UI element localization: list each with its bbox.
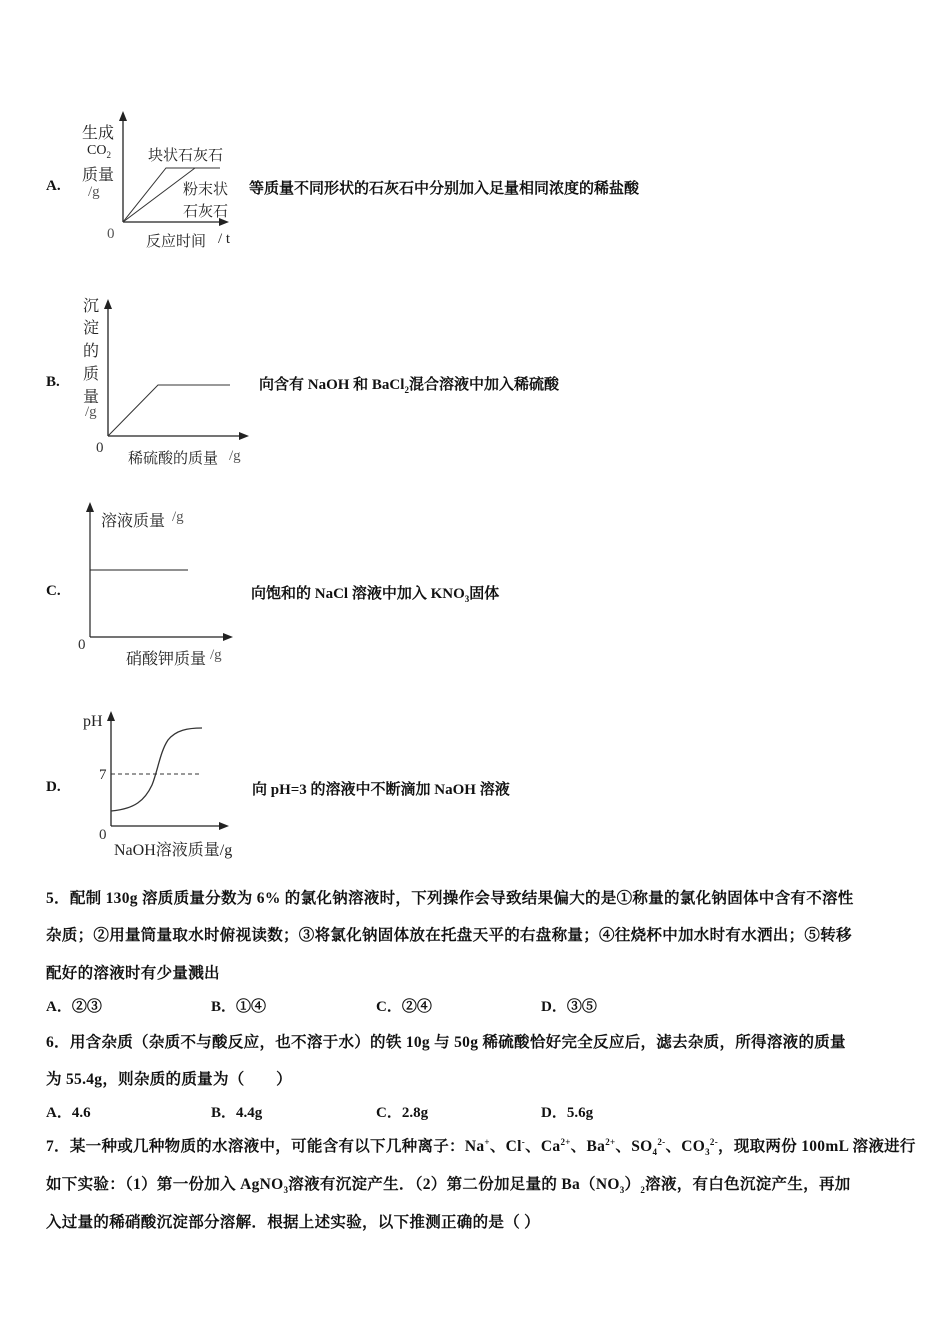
q6-option-c[interactable]: C．2.8g	[376, 1105, 429, 1121]
chart-d-origin: 0	[99, 827, 107, 843]
option-d-statement: 向 pH=3 的溶液中不断滴加 NaOH 溶液	[252, 782, 510, 798]
q6-line-2: 为 55.4g，则杂质的质量为（ ）	[46, 1071, 292, 1088]
chart-a-series-lump: 块状石灰石	[148, 146, 224, 164]
q5-line-2: 杂质；②用量筒量取水时俯视读数；③将氯化钠固体放在托盘天平的右盘称量；④往烧杯中加水时有水洒出；⑤转移	[46, 927, 852, 944]
option-c-label: C.	[46, 583, 61, 599]
q6-option-a[interactable]: A．4.6	[46, 1105, 91, 1121]
option-b-label: B.	[46, 374, 60, 390]
chart-b-xunit: /g	[229, 448, 241, 464]
chart-c-origin: 0	[78, 637, 86, 653]
chart-a-xunit: / t	[218, 231, 231, 247]
option-c-statement-sub: 3	[464, 594, 470, 604]
ion-so4: $SO_4^{2-}$	[631, 1136, 666, 1158]
chart-a-origin: 0	[107, 226, 115, 242]
q6-line-1: 6．用含杂质（杂质不与酸反应，也不溶于水）的铁 10g 与 50g 稀硫酸恰好完全反应后，滤去杂质，所得溶液的质量	[46, 1034, 846, 1051]
ion-co3: $CO_3^{2-}$	[681, 1136, 719, 1158]
chart-c-yunit: /g	[172, 509, 184, 525]
chart-b-xlabel: 稀硫酸的质量	[128, 449, 219, 467]
chart-d	[0, 0, 250, 870]
option-a-label: A.	[46, 178, 61, 194]
ion-cl: Cl-	[505, 1136, 526, 1155]
q5-line-1: 5．配制 130g 溶质质量分数为 6% 的氯化钠溶液时，下列操作会导致结果偏大的是①称量的氯化钠固体中含有不溶性	[46, 890, 854, 907]
chart-a-ylabel-1: 生成	[82, 123, 115, 142]
q6-option-b[interactable]: B．4.4g	[211, 1105, 263, 1121]
chart-c-xlabel: 硝酸钾质量	[126, 649, 207, 668]
chart-b-origin: 0	[96, 440, 104, 456]
option-b-statement	[259, 373, 559, 395]
chart-c-xunit: /g	[210, 647, 222, 663]
chart-a-series-powder-1: 粉末状	[183, 180, 229, 198]
q7-line-2: 如下实验：（1）第一份加入 AgNO$_3$溶液有沉淀产生．（2）第二份加足量的 $Ba(NO_3)_2$溶液，有白色沉淀产生，再加	[46, 1176, 851, 1196]
q7-line-1: 7．某一种或几种物质的水溶液中，可能含有以下几种离子：Na+、Cl-、$Ca^{2+}$、$Ba^{2+}$、$SO_4^{2-}$、$CO_3^{2-}$，现取两份 100mL 溶液进行	[46, 1136, 916, 1158]
chart-c-ylabel: 溶液质量	[101, 511, 166, 530]
chart-d-axes	[0, 0, 250, 870]
chart-d-ylabel: pH	[83, 713, 103, 730]
q7-line-3: 入过量的稀硝酸沉淀部分溶解．根据上述实验，以下推测正确的是（ ）	[46, 1214, 540, 1231]
q5-option-b[interactable]: B．①④	[211, 999, 267, 1015]
q5-option-c[interactable]: C．②④	[376, 999, 432, 1015]
option-d-label: D.	[46, 779, 61, 795]
option-a-statement: 等质量不同形状的石灰石中分别加入足量相同浓度的稀盐酸	[249, 181, 640, 197]
ion-ca: $Ca^{2+}$	[540, 1136, 571, 1155]
option-b-statement-sub: 2	[404, 385, 409, 395]
ion-na: Na+	[464, 1136, 490, 1155]
chart-a-ylabel-unit: /g	[88, 184, 100, 200]
chart-a-xlabel: 反应时间	[146, 232, 207, 250]
q5-option-d[interactable]: D．③⑤	[541, 999, 597, 1015]
q7-line-1-prefix: 7．某一种或几种物质的水溶液中，可能含有以下几种离子：	[46, 1138, 465, 1155]
chart-b-ylabel-5: 量	[83, 387, 100, 406]
option-b-statement-a: 向含有 NaOH 和 BaCl	[259, 377, 405, 393]
q6-option-d[interactable]: D．5.6g	[541, 1105, 594, 1121]
chart-b-ylabel-1: 沉	[83, 296, 100, 315]
q5-option-a[interactable]: A．②③	[46, 999, 102, 1015]
q5-line-3: 配好的溶液时有少量溅出	[46, 965, 220, 982]
chart-d-ytick-7: 7	[99, 767, 107, 783]
chart-b-ylabel-2: 淀	[83, 318, 100, 337]
option-c-statement-a: 向饱和的 NaCl 溶液中加入 KNO	[251, 586, 465, 602]
chart-a-ylabel-3: 质量	[82, 165, 115, 184]
chart-b-ylabel-4: 质	[83, 364, 100, 383]
ion-ba: $Ba^{2+}$	[586, 1136, 616, 1155]
option-c-statement	[251, 582, 499, 604]
option-c-statement-b: 固体	[469, 586, 500, 602]
chart-b-ylabel-unit: /g	[85, 404, 97, 420]
chart-b-ylabel-3: 的	[83, 341, 100, 360]
q7-line-1-suffix: ，现取两份 100mL 溶液进行	[718, 1138, 916, 1155]
chart-a-ylabel-2: $CO_2$	[87, 143, 111, 160]
chart-a-series-powder-2: 石灰石	[183, 202, 229, 220]
option-b-statement-b: 混合溶液中加入稀硫酸	[408, 377, 559, 393]
chart-d-xlabel: NaOH溶液质量/g	[114, 842, 233, 859]
